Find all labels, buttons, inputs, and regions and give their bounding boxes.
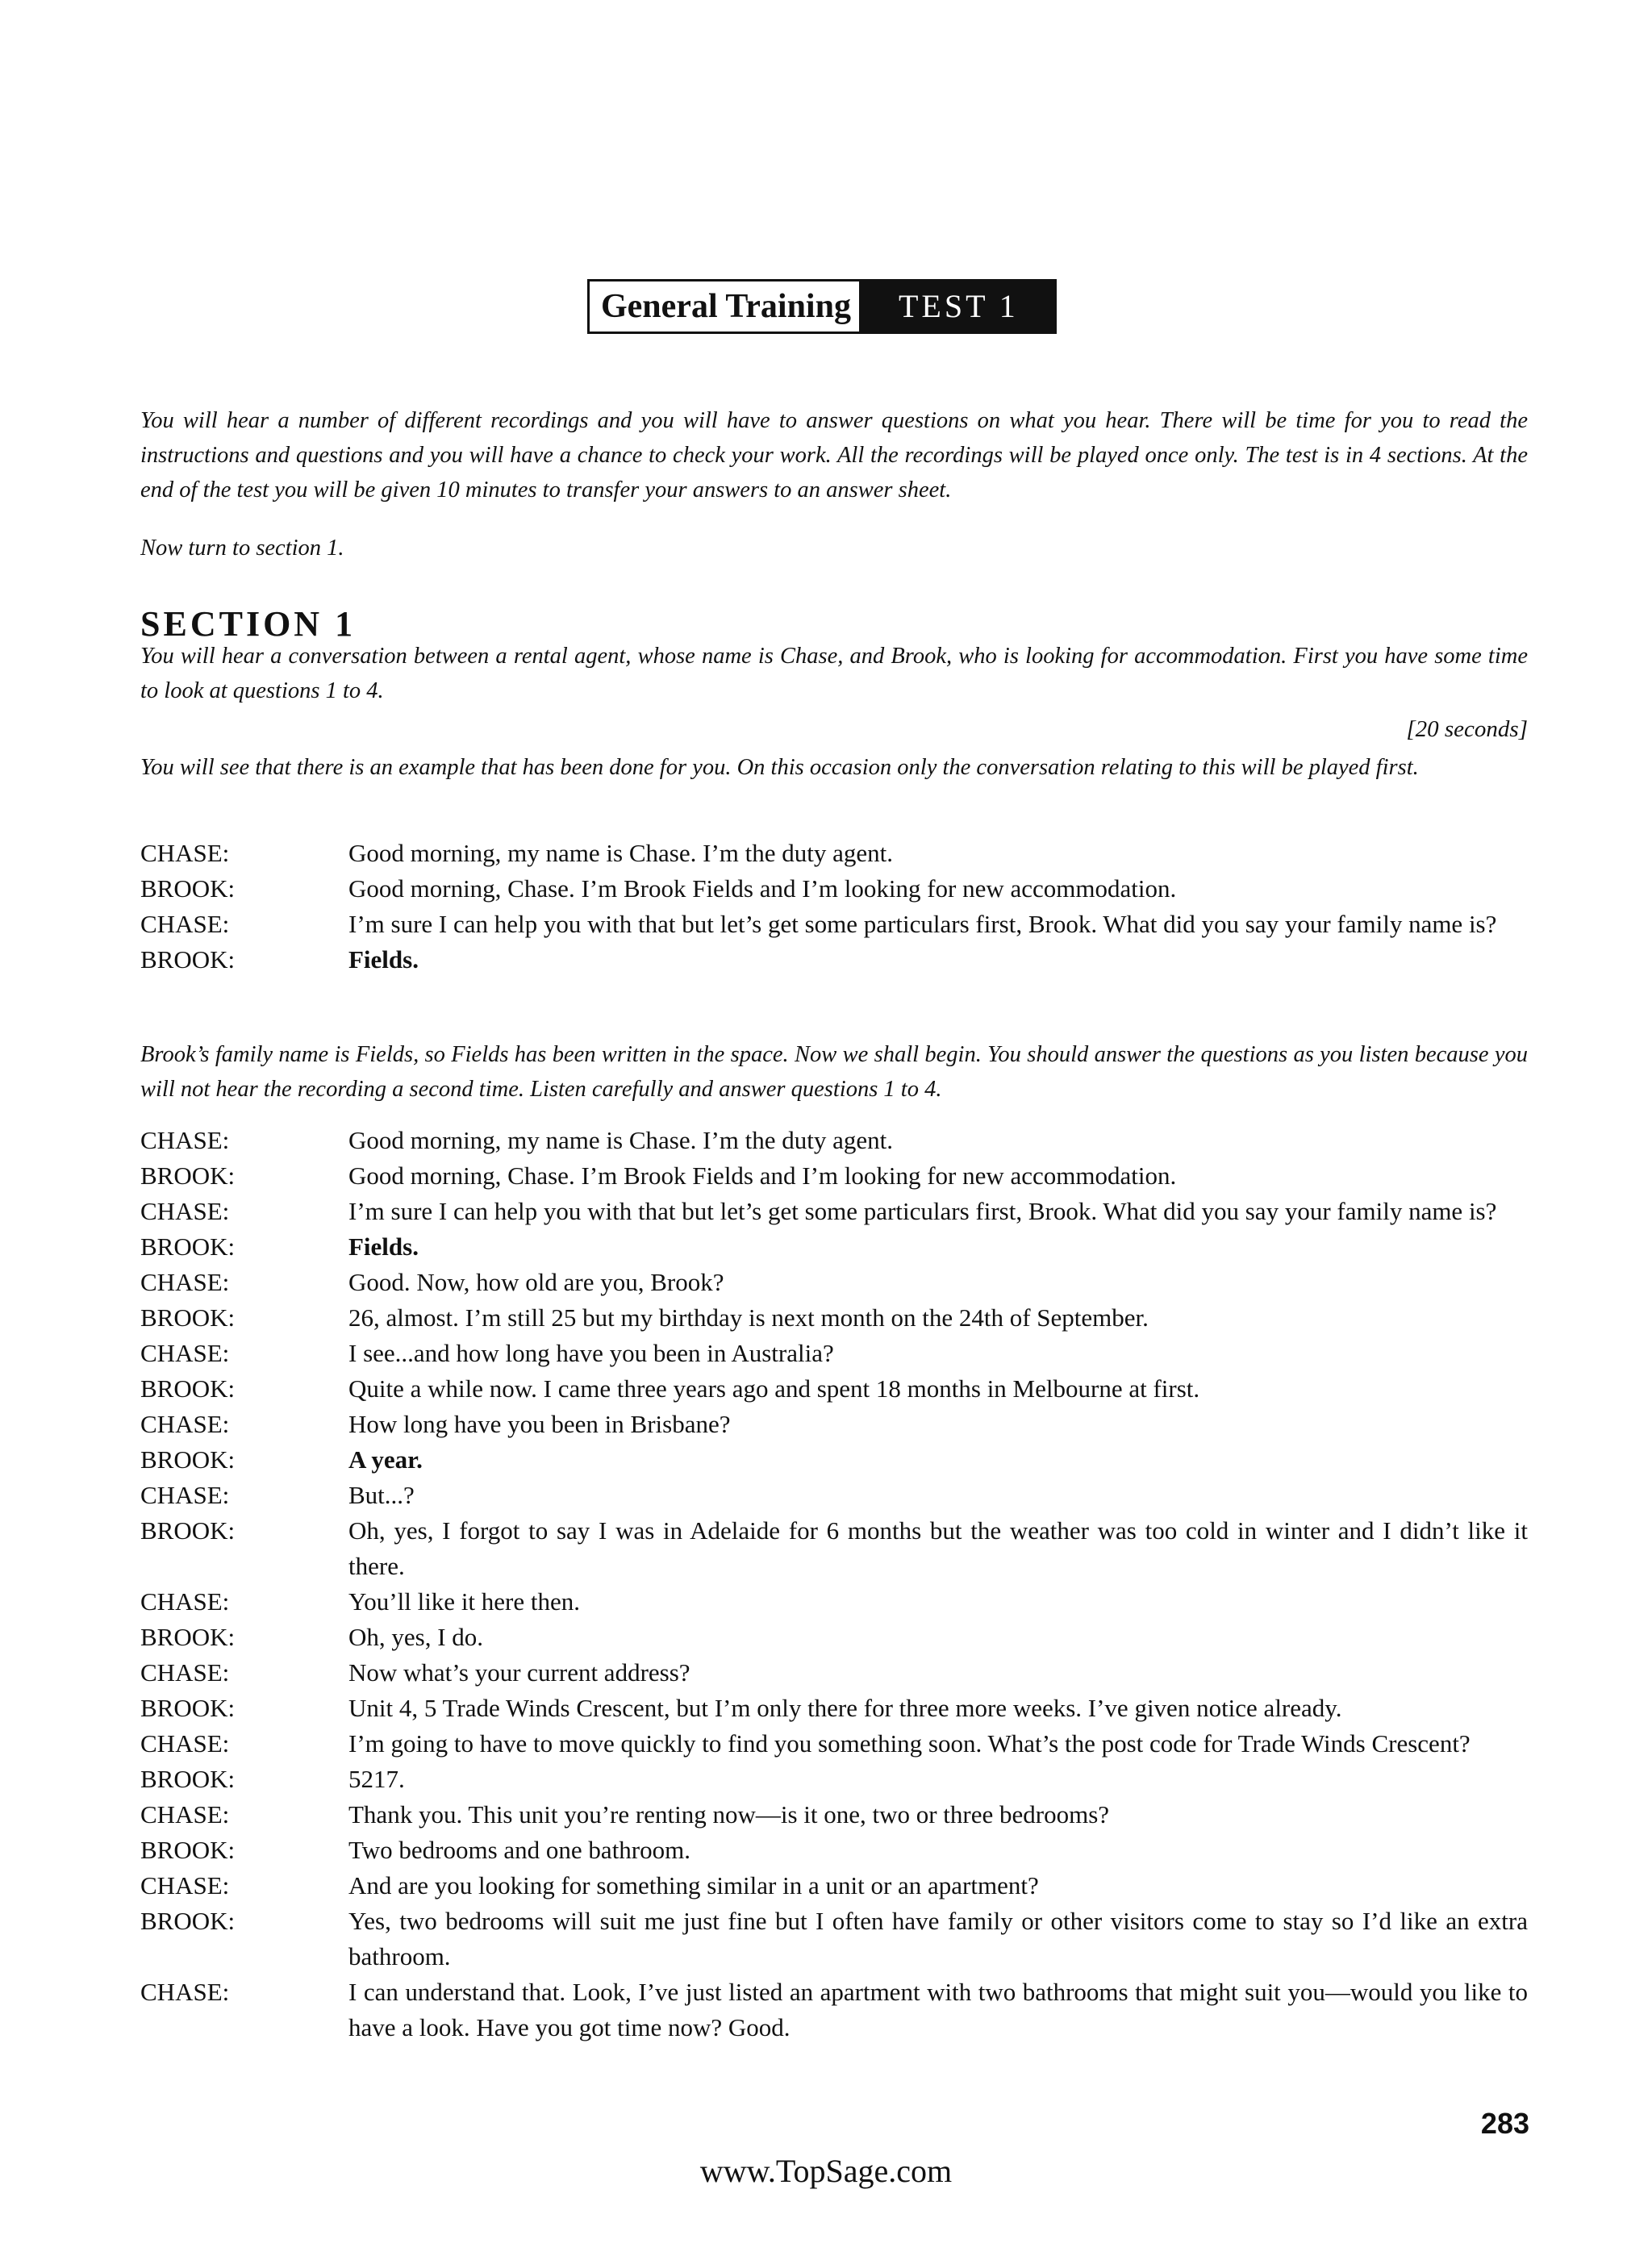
speaker-label: CHASE: [140, 1978, 230, 2006]
dialogue-line [140, 1797, 1528, 1833]
dialogue-line [140, 1691, 1528, 1726]
speaker-label: BROOK: [140, 945, 236, 974]
speech-text: But...? [348, 1481, 415, 1509]
dialogue-line [140, 836, 1528, 871]
dialogue-line [140, 907, 1528, 942]
speech-text: I see...and how long have you been in Australia? [348, 1339, 834, 1367]
speech-text: You’ll like it here then. [348, 1587, 581, 1616]
footer-url: www.TopSage.com [699, 2153, 953, 2189]
speech-text: I can understand that. Look, I’ve just listed an apartment with two bathrooms that might suit you—would you like to have a look. Have you got time now? Good. [348, 1978, 1528, 2041]
dialogue-line [140, 1158, 1528, 1194]
speech-text: Fields. [348, 1232, 419, 1261]
dialogue-line [140, 1442, 1528, 1478]
turn-instruction: Now turn to section 1. [140, 536, 344, 561]
speaker-label: CHASE: [140, 1268, 230, 1296]
dialogue-line [140, 1123, 1528, 1158]
speech-text: Two bedrooms and one bathroom. [348, 1836, 690, 1864]
page-number: 283 [1480, 2107, 1529, 2140]
speech-text: Thank you. This unit you’re renting now—is it one, two or three bedrooms? [348, 1800, 1110, 1829]
example-note: You will see that there is an example that has been done for you. On this occasion only the conversation relating to this will be played first. [140, 755, 1419, 780]
dialogue-line [140, 1655, 1528, 1691]
speech-text: Oh, yes, I do. [348, 1623, 484, 1651]
speaker-label: CHASE: [140, 1481, 230, 1509]
speaker-label: BROOK: [140, 1623, 236, 1651]
dialogue-line [140, 1407, 1528, 1442]
speaker-label: CHASE: [140, 1197, 230, 1225]
speech-text: Fields. [348, 945, 419, 974]
dialogue-line [140, 1300, 1528, 1336]
speech-text: Oh, yes, I forgot to say I was in Adelaide for 6 months but the weather was too cold in winter and I didn’t like it there. [348, 1516, 1528, 1580]
speech-text: Good morning, Chase. I’m Brook Fields and I’m looking for new accommodation. [348, 1161, 1177, 1190]
dialogue-line [140, 1478, 1528, 1513]
speech-text: 5217. [348, 1765, 405, 1793]
dialogue-line [140, 1265, 1528, 1300]
speech-text: A year. [348, 1445, 423, 1474]
dialogue-line [140, 1726, 1528, 1762]
speaker-label: CHASE: [140, 1729, 230, 1758]
speech-text: Yes, two bedrooms will suit me just fine but I often have family or other visitors come to stay so I’d like an extra bathroom. [348, 1907, 1528, 1970]
section-title: SECTION 1 [140, 604, 357, 644]
speaker-label: BROOK: [140, 1765, 236, 1793]
dialogue-line [140, 1762, 1528, 1797]
heading-general-training: General Training [590, 281, 861, 332]
speech-text: Good. Now, how old are you, Brook? [348, 1268, 724, 1296]
speaker-label: BROOK: [140, 1516, 236, 1545]
speaker-label: BROOK: [140, 1445, 236, 1474]
speaker-label: BROOK: [140, 1232, 236, 1261]
main-dialogue [140, 1123, 1528, 2045]
speech-text: How long have you been in Brisbane? [348, 1410, 731, 1438]
speech-text: And are you looking for something similar in a unit or an apartment? [348, 1871, 1039, 1899]
section-instruction: You will hear a conversation between a rental agent, whose name is Chase, and Brook, who is looking for accommodation. First you have some time to look at questions 1 to 4. [140, 644, 1528, 703]
speaker-label: CHASE: [140, 1658, 230, 1687]
speaker-label: BROOK: [140, 874, 236, 903]
dialogue-line [140, 1868, 1528, 1904]
dialogue-line [140, 1513, 1528, 1584]
speaker-label: CHASE: [140, 839, 230, 867]
speech-text: Quite a while now. I came three years ago and spent 18 months in Melbourne at first. [348, 1374, 1200, 1403]
speaker-label: CHASE: [140, 1871, 230, 1899]
dialogue-line [140, 1336, 1528, 1371]
dialogue-line [140, 942, 1528, 978]
dialogue-line [140, 1975, 1528, 2045]
speech-text: I’m going to have to move quickly to find you something soon. What’s the post code for Trade Winds Crescent? [348, 1729, 1471, 1758]
speaker-label: BROOK: [140, 1836, 236, 1864]
dialogue-line [140, 1194, 1528, 1229]
test-heading [587, 279, 1057, 334]
heading-test-number: TEST 1 [861, 281, 1054, 332]
dialogue-line [140, 1371, 1528, 1407]
speech-text: I’m sure I can help you with that but let’s get some particulars first, Brook. What did you say your family name is? [348, 910, 1497, 938]
dialogue-line [140, 1833, 1528, 1868]
speech-text: Good morning, my name is Chase. I’m the duty agent. [348, 839, 893, 867]
speaker-label: CHASE: [140, 1410, 230, 1438]
dialogue-line [140, 1229, 1528, 1265]
dialogue-line [140, 1620, 1528, 1655]
speech-text: Unit 4, 5 Trade Winds Crescent, but I’m only there for three more weeks. I’ve given notice already. [348, 1694, 1342, 1722]
speaker-label: CHASE: [140, 1126, 230, 1154]
speaker-label: BROOK: [140, 1303, 236, 1332]
speech-text: Good morning, my name is Chase. I’m the duty agent. [348, 1126, 893, 1154]
example-dialogue [140, 836, 1528, 978]
speech-text: 26, almost. I’m still 25 but my birthday is next month on the 24th of September. [348, 1303, 1149, 1332]
speaker-label: BROOK: [140, 1694, 236, 1722]
speaker-label: BROOK: [140, 1374, 236, 1403]
timing-note: [20 seconds] [1406, 716, 1528, 742]
after-example-note: Brook’s family name is Fields, so Fields has been written in the space. Now we shall begin. You should answer the questions as you listen because you will not hear the recording a second time. Listen carefully and answer questions 1 to 4. [140, 1042, 1528, 1102]
speech-text: I’m sure I can help you with that but let’s get some particulars first, Brook. What did you say your family name is? [348, 1197, 1497, 1225]
speaker-label: BROOK: [140, 1161, 236, 1190]
dialogue-line [140, 1904, 1528, 1975]
speaker-label: CHASE: [140, 910, 230, 938]
speech-text: Now what’s your current address? [348, 1658, 690, 1687]
speaker-label: CHASE: [140, 1800, 230, 1829]
speaker-label: CHASE: [140, 1339, 230, 1367]
intro-paragraph: You will hear a number of different recordings and you will have to answer questions on what you hear. There will be time for you to read the instructions and questions and you will have a chance to check your work. All the recordings will be played once only. The test is in 4 sections. At the end of the test you will be given 10 minutes to transfer your answers to an answer sheet. [140, 408, 1528, 502]
speaker-label: CHASE: [140, 1587, 230, 1616]
dialogue-line [140, 871, 1528, 907]
speech-text: Good morning, Chase. I’m Brook Fields and I’m looking for new accommodation. [348, 874, 1177, 903]
dialogue-line [140, 1584, 1528, 1620]
speaker-label: BROOK: [140, 1907, 236, 1935]
